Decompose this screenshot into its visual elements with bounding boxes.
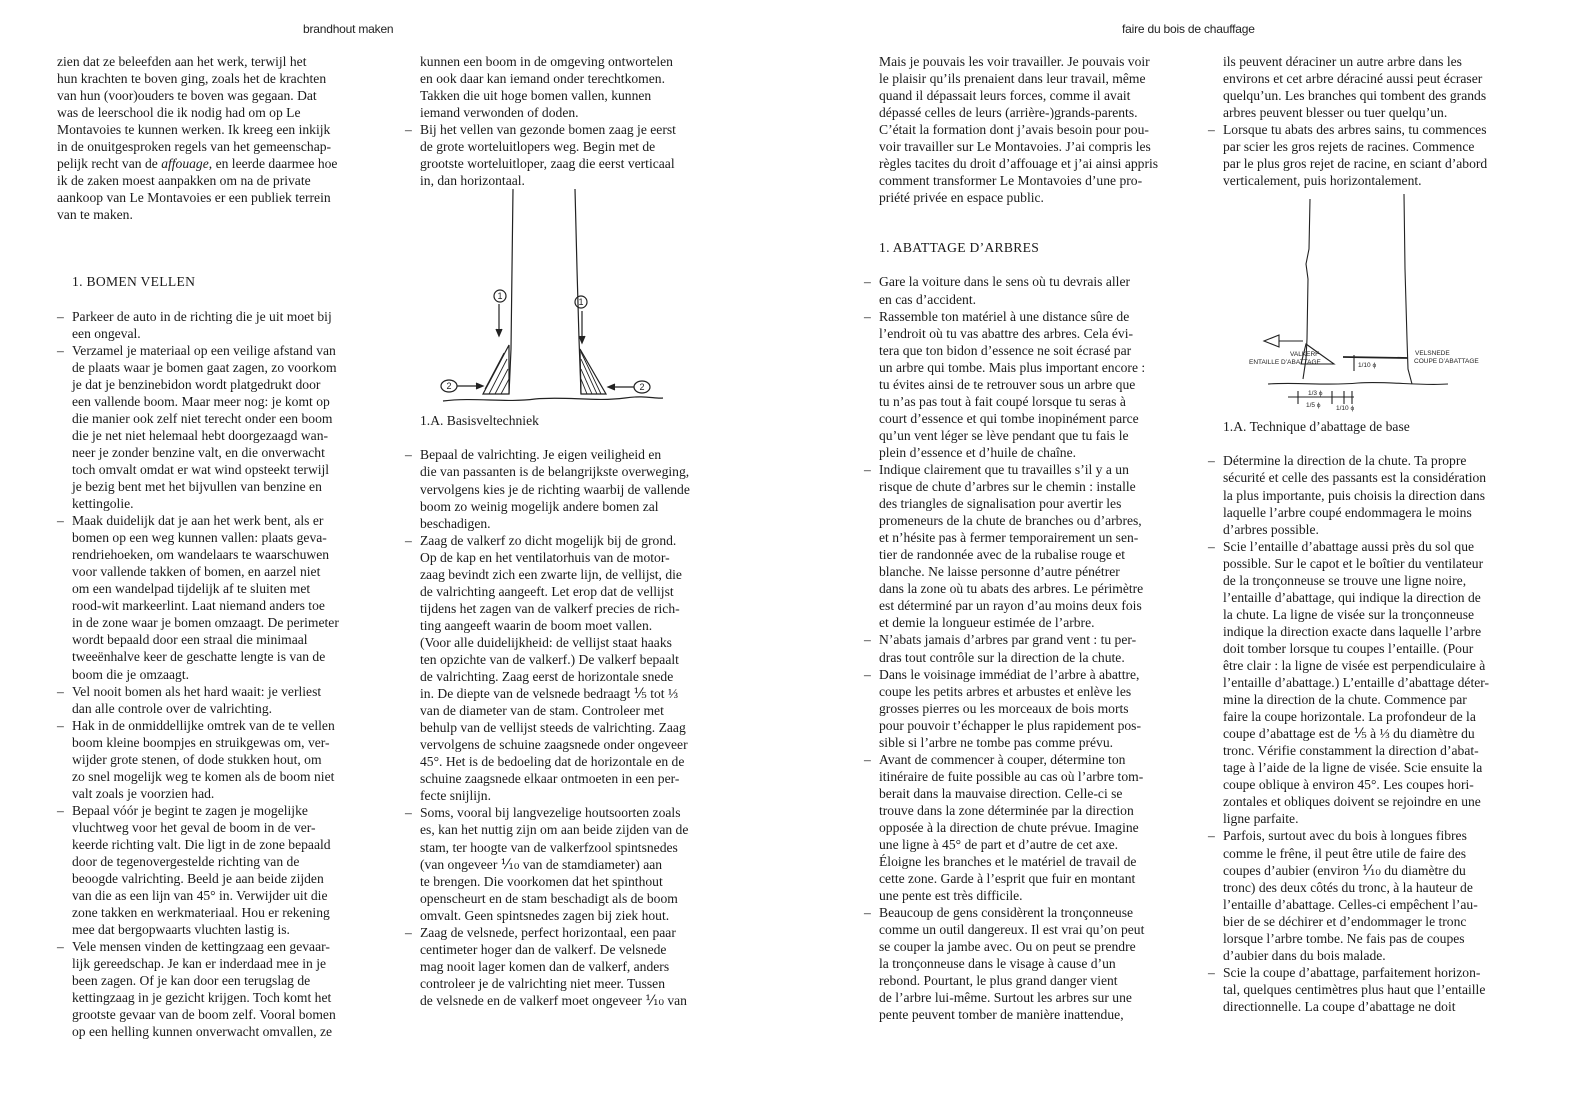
diagram-label: ENTAILLE D’ABATTAGE — [1249, 359, 1321, 367]
text-line: Bepaal de valrichting. Je eigen veiligheid en — [420, 447, 662, 463]
text-line: C’était la formation dont j’avais besoin pour pou- — [879, 122, 1149, 138]
text-line: dras tout contrôle sur la direction de la chute. — [879, 649, 1125, 665]
text-line: par scier les gros rejets de racines. Commence — [1223, 139, 1475, 155]
text-line: mine la direction de la chute. Commence par — [1223, 692, 1467, 708]
text-line: Montavoies te kunnen werken. Ik kreeg een inkijk — [57, 122, 331, 138]
text-line: des triangles de signalisation pour avertir les — [879, 496, 1122, 512]
list-item — [864, 461, 1194, 631]
dimension-label: 1/3 ϕ — [1308, 390, 1323, 398]
text-line: dans la zone où tu abats des arbres. Le périmètre — [879, 581, 1144, 597]
text-line: une pente est très difficile. — [879, 888, 1023, 904]
text-line: iemand verwonden of doden. — [420, 105, 579, 121]
text-line: de valrichting. Zaag eerst de horizontale snede — [420, 669, 674, 685]
text-line: tijdens het zagen van de valkerf precies de rich- — [420, 600, 680, 616]
diagram-label: 2 — [446, 381, 452, 392]
dash: – — [864, 632, 871, 648]
text-line: voor vallende takken of bomen, en aarzel niet — [72, 564, 321, 580]
text-line: Soms, vooral bij langvezelige houtsoorten zoals — [420, 805, 681, 821]
list-item — [57, 802, 377, 938]
text-line: van te maken. — [57, 207, 133, 223]
diagram-label: VELSNEDE — [1415, 350, 1450, 358]
dash: – — [1208, 122, 1215, 138]
text-line: Op de kap en het ventilatorhuis van de motor- — [420, 549, 670, 565]
list-item — [1208, 121, 1538, 189]
intro-paragraph — [57, 53, 377, 223]
text-line: je bezig bent met het bijvullen van benzine en — [72, 478, 322, 494]
dash: – — [57, 308, 64, 324]
text-span: , en leerde daarmee hoe — [208, 156, 338, 172]
text-line: pente peuvent tomber de manière inattendue, — [879, 1007, 1124, 1023]
right-column-2 — [1208, 53, 1538, 1015]
text-line: directionnelle. La coupe d’abattage ne doit — [1223, 998, 1456, 1014]
text-line: Vele mensen vinden de kettingzaag een gevaar- — [72, 939, 330, 955]
text-line: d’arbres possible. — [1223, 521, 1319, 537]
dash: – — [864, 666, 871, 682]
text-line: règles tacites du droit d’affouage et j’ai ainsi appris — [879, 156, 1159, 172]
dimension-label: 1/10 ϕ — [1336, 405, 1355, 413]
text-line: behulp van de vellijst steeds de valrichting. Zaag — [420, 720, 686, 736]
text-line: ils peuvent déraciner un autre arbre dans les — [1223, 54, 1462, 69]
felling-diagram — [405, 189, 725, 414]
text-line: rebond. Pourtant, le plus grand danger vient — [879, 973, 1118, 989]
dash: – — [57, 802, 64, 818]
text-line: beoogde valrichting. Beeld je aan beide zijden — [72, 871, 324, 887]
text-line: in, dan horizontaal. — [420, 173, 525, 189]
dash: – — [57, 342, 64, 358]
text-line: tronc. Vérifie constamment la direction d’abat- — [1223, 743, 1479, 759]
list-item — [1208, 964, 1538, 1015]
text-line: itinéraire de fuite possible au cas où l’arbre tom- — [879, 768, 1144, 784]
dash: – — [864, 905, 871, 921]
running-head-right: faire du bois de chauffage — [1122, 22, 1255, 36]
trunk-left-edge — [509, 189, 513, 394]
item-text — [1223, 121, 1538, 189]
text-line: zontales et obliques doivent se rejoindre en une — [1223, 794, 1481, 810]
dash: – — [1208, 828, 1215, 844]
text-line: environs et cet arbre déraciné aussi peut écraser — [1223, 71, 1483, 87]
felling-cut — [1343, 357, 1408, 358]
text-line: trouve dans la zone déterminée par la direction — [879, 802, 1134, 818]
text-line: Parkeer de auto in de richting die je uit moet bij — [72, 308, 332, 324]
text-line: openscheurt en de stam beschadigt als de boom — [420, 890, 678, 906]
text-line: tera que ton bidon d’essence ne soit écrasé par — [879, 342, 1132, 358]
diagram-label: 1 — [578, 297, 584, 308]
text-line: in de onuitgesproken regels van het gemeenschap- — [57, 139, 332, 155]
text-line: plein d’essence et d’huile de chaîne. — [879, 444, 1077, 460]
list-item — [405, 924, 725, 1009]
text-line: centimeter hoger dan de valkerf. De velsnede — [420, 941, 667, 957]
dimension-label: 1/5 ϕ — [1306, 402, 1321, 410]
bullet-list — [57, 308, 377, 1041]
dash: – — [57, 683, 64, 699]
text-line: Scie la coupe d’abattage, parfaitement horizon- — [1223, 964, 1481, 980]
intro-paragraph — [864, 53, 1194, 206]
bullet-list — [405, 446, 725, 1009]
text-line: Bij het vellen van gezonde bomen zaag je eerst — [420, 122, 676, 138]
text-line: doit tomber lorsque tu coupes l’entaille. (Pour — [1223, 640, 1474, 656]
text-line: Indique clairement que tu travailles s’il y a un — [879, 461, 1129, 477]
text-line: qu’un vent léger se lève pendant que tu fais le — [879, 427, 1129, 443]
text-line: tweeënhalve keer de geschatte lengte is van de — [72, 649, 326, 665]
text-line: neer je zonder benzine valt, en die onverwacht — [72, 444, 325, 460]
text-line: priété privée en espace public. — [879, 190, 1044, 206]
text-line: in de zone waar je bomen omzaagt. De perimeter — [72, 615, 339, 631]
text-line: controleer je de valrichting niet meer. Tussen — [420, 975, 666, 991]
diagram-label: 1 — [497, 291, 503, 302]
list-item — [864, 308, 1194, 461]
text-line: verticalement, puis horizontalement. — [1223, 173, 1422, 189]
text-line: in. De diepte van de velsnede bedraagt ⅕ tot ⅓ — [420, 686, 679, 702]
text-line: l’entaille d’abattage. Celles-ci empêchent l’au- — [1223, 896, 1478, 912]
text-line: l’entaille d’abattage, qui indique la direction de — [1223, 589, 1481, 605]
text-line — [57, 155, 377, 172]
text-line: coupes d’aubier (environ ⅒ du diamètre du — [1223, 862, 1466, 878]
text-line: Vel nooit bomen als het hard waait: je verliest — [72, 683, 322, 699]
list-item — [57, 683, 377, 717]
text-line: et demie la longueur estimée de l’arbre. — [879, 615, 1095, 631]
text-line: la plus importante, puis choisis la direction dans — [1223, 487, 1486, 503]
text-line: je dat je benzinebidon wordt platgedrukt door — [72, 376, 321, 392]
text-line: faire la coupe horizontale. La profondeur de la — [1223, 709, 1476, 725]
text-line: boom zo weinig mogelijk andere bomen zal — [420, 498, 659, 514]
text-line: quelqu’un. Les branches qui tombent des grands — [1223, 88, 1487, 104]
text-line: pour pouvoir t’échapper le plus rapidement pos- — [879, 717, 1141, 733]
text-line: zien dat ze beleefden aan het werk, terwijl het — [57, 54, 307, 69]
list-item — [864, 904, 1194, 1023]
text-line: Verzamel je materiaal op een veilige afstand van — [72, 342, 336, 358]
text-line: Bepaal vóór je begint te zagen je mogelijke — [72, 802, 308, 818]
text-line: tu n’as pas tout à fait coupé lorsque tu seras à — [879, 393, 1126, 409]
text-line: arbres peuvent blesser ou tuer quelqu’un. — [1223, 105, 1448, 121]
text-line: une ligne à 45° de part et d’autre de cet axe. — [879, 837, 1119, 853]
dash: – — [57, 939, 64, 955]
text-line: door de tegenovergestelde richting van de — [72, 854, 300, 870]
text-line: van de diameter van de stam. Controleer met — [420, 703, 664, 719]
text-line: es, kan het nuttig zijn om aan beide zijden van de — [420, 822, 689, 838]
text-line: keerde richting valt. Die ligt in de zone bepaald — [72, 836, 331, 852]
left-column-2 — [405, 53, 725, 1009]
text-line: Zaag de velsnede, perfect horizontaal, een paar — [420, 924, 676, 940]
text-line: Parfois, surtout avec du bois à longues fibres — [1223, 828, 1467, 844]
text-line: de l’arbre lui-même. Surtout les arbres sur une — [879, 990, 1132, 1006]
list-item — [1208, 827, 1538, 963]
text-line: die manier ook zelf niet terecht onder een boom — [72, 410, 333, 426]
text-line: en ook daar kan iemand onder terechtkomen. — [420, 71, 665, 87]
list-item — [57, 342, 377, 512]
diagram-label: 2 — [639, 382, 645, 393]
text-line: te brengen. Die voorkomen dat het spinthout — [420, 873, 663, 889]
text-line: kunnen een boom in de omgeving ontwortelen — [420, 54, 673, 69]
text-line: lorsque l’arbre tombe. Ne fais pas de coupes — [1223, 930, 1465, 946]
text-line: aankoop van Le Montavoies er een publiek terrein — [57, 190, 331, 206]
hatching-left — [485, 353, 509, 394]
text-line: risque de chute d’arbres sur le chemin : installe — [879, 479, 1136, 495]
list-item — [864, 751, 1194, 904]
text-line: par le plus gros rejet de racine, en sciant d’abord — [1223, 156, 1488, 172]
text-line: ligne parfaite. — [1223, 811, 1299, 827]
text-line: vervolgens kies je de richting waarbij de vallende — [420, 481, 690, 497]
text-line: zone takken en werkmateriaal. Hou er rekening — [72, 905, 330, 921]
text-line: promeneurs de la chute de branches ou d’arbres, — [879, 513, 1142, 529]
subsection-heading: 1.A. Basisveltechniek — [420, 413, 539, 429]
text-line: un arbre qui tombe. Mais plus important encore : — [879, 359, 1146, 375]
text-line: bier de se déchirer et d’endommager le tronc — [1223, 913, 1467, 929]
text-line: omvalt. Geen spintsnedes zagen bij ziek hout. — [420, 907, 670, 923]
text-line: op een helling kunnen onverwacht omvallen, ze — [72, 1024, 333, 1040]
text-line: wordt bepaald door een straal die minimaal — [72, 632, 308, 648]
text-line: la chute. La ligne de visée sur la tronçonneuse — [1223, 606, 1475, 622]
text-line: comme un outil dangereux. Il est vrai qu’on peut — [879, 922, 1145, 938]
list-item — [864, 273, 1194, 307]
diagram-label: COUPE D’ABATTAGE — [1414, 358, 1479, 366]
text-line: Takken die uit hoge bomen vallen, kunnen — [420, 88, 652, 104]
text-line: grootste gevaar van de boom zelf. Vooral bomen — [72, 1007, 336, 1023]
list-item — [57, 308, 377, 342]
list-item — [405, 121, 725, 189]
list-item — [57, 717, 377, 802]
text-line: coupe les petits arbres et arbustes et enlève les — [879, 683, 1132, 699]
dash: – — [405, 924, 412, 940]
text-line: être clair : la ligne de visée est perpendiculaire à — [1223, 657, 1486, 673]
text-line: de plaats waar je bomen gaat zagen, zo voorkom — [72, 359, 337, 375]
italic-term: affouage — [161, 156, 209, 172]
text-line: fecte snijlijn. — [420, 788, 491, 804]
text-line: zo snel mogelijk weg te komen als de boom niet — [72, 768, 335, 784]
text-line: d’aubier dans du bois malade. — [1223, 947, 1386, 963]
text-line: indique la direction exacte dans laquelle l’arbre — [1223, 623, 1482, 639]
text-line: Mais je pouvais les voir travailler. Je pouvais voir — [879, 54, 1150, 69]
text-line: valt zoals je voorzien had. — [72, 785, 215, 801]
text-line: (Voor alle duidelijkheid: de vellijst staat haaks — [420, 634, 672, 650]
list-item — [405, 804, 725, 923]
diagram-label: VALKERF — [1290, 351, 1320, 359]
felling-dimension-diagram — [1208, 189, 1538, 424]
text-line: cette zone. Garde à l’esprit que fuir en montant — [879, 871, 1136, 887]
text-line: tier de randonnée avec de la rubalise rouge et — [879, 547, 1126, 563]
text-line: coupe oblique à environ 45°. Les coupes hori- — [1223, 777, 1474, 793]
text-line: grootste worteluitloper, zaag die eerst verticaal — [420, 156, 675, 172]
list-item — [57, 938, 377, 1040]
text-line: lijk gereedschap. Je kan er inderdaad mee in je — [72, 956, 327, 972]
text-line: le plaisir qu’ils prenaient dans leur travail, même — [879, 71, 1146, 87]
text-line: Beaucoup de gens considèrent la tronçonneuse — [879, 905, 1134, 921]
text-line: de valrichting aangeeft. Let erop dat de vellijst — [420, 583, 674, 599]
text-line: om een wandelpad tijdelijk af te sluiten met — [72, 581, 311, 597]
text-line: comment transformer Le Montavoies d’une pro- — [879, 173, 1143, 189]
text-line: ting aangeeft waarin de boom moet vallen. — [420, 617, 653, 633]
text-line: est déterminé par un rayon d’au moins deux fois — [879, 598, 1142, 614]
item-text — [420, 121, 725, 189]
text-line: 45°. Het is de bedoeling dat de horizontale en de — [420, 754, 685, 770]
text-line: wijder grote stenen, of dode stukken hout, om — [72, 751, 322, 767]
text-line: toch omvalt omdat er wat wind opsteekt terwijl — [72, 461, 330, 477]
text-line: rendriehoeken, om wandelaars te waarschuwen — [72, 547, 330, 563]
text-line: tal, quelques centimètres plus haut que l’entaille — [1223, 981, 1486, 997]
list-item — [864, 631, 1194, 665]
dash: – — [405, 532, 412, 548]
text-line: de grote worteluitlopers weg. Begin met de — [420, 139, 656, 155]
text-line: de velsnede en de valkerf moet ongeveer ⅒ van — [420, 992, 687, 1008]
text-line: se couper la jambe avec. Ou on peut se prendre — [879, 939, 1136, 955]
continued-paragraph — [405, 53, 725, 121]
text-line: dan alle controle over de valrichting. — [72, 700, 273, 716]
list-item — [405, 532, 725, 805]
text-line: blanche. Ne laisse personne d’autre pénétrer — [879, 564, 1120, 580]
left-column-1 — [57, 53, 377, 1041]
list-item — [1208, 452, 1538, 537]
text-line: mee dat bergopwaarts vluchten lastig is. — [72, 922, 290, 938]
text-line: Détermine la direction de la chute. Ta propre — [1223, 453, 1467, 469]
text-line: bomen op een weg kunnen vallen: plaats geva- — [72, 530, 327, 546]
text-line: hun krachten te boven ging, zoals het de krachten — [57, 71, 327, 87]
text-line: la tronçonneuse dans le visage à cause d’un — [879, 956, 1116, 972]
text-line: van hun (voor)ouders te boven was gegaan. Dat — [57, 88, 317, 104]
text-line: laquelle l’arbre coupé endommagera le moins — [1223, 504, 1472, 520]
text-line: berait dans la mauvaise direction. Celle-ci se — [879, 785, 1123, 801]
trunk-right-edge — [1404, 194, 1412, 384]
text-line: been zagen. Of je kan door een terugslag de — [72, 973, 311, 989]
text-line: l’endroit où tu vas abattre des arbres. Cela évi- — [879, 325, 1134, 341]
dash: – — [405, 122, 412, 138]
section-heading: 1. ABATTAGE D’ARBRES — [879, 240, 1040, 256]
dash: – — [864, 751, 871, 767]
dash: – — [405, 805, 412, 821]
dash: – — [1208, 453, 1215, 469]
list-item — [57, 512, 377, 682]
text-line: Zaag de valkerf zo dicht mogelijk bij de grond. — [420, 532, 677, 548]
text-line: Lorsque tu abats des arbres sains, tu commences — [1223, 122, 1487, 138]
text-span: pelijk recht van de — [57, 156, 162, 172]
text-line: boom die je omzaagt. — [72, 666, 190, 682]
text-line: Avant de commencer à couper, détermine ton — [879, 751, 1126, 767]
dash: – — [405, 447, 412, 463]
text-line: ten opzichte van de valkerf.) De valkerf bepaalt — [420, 651, 679, 667]
text-line: tronc) des deux côtés du tronc, à la hauteur de — [1223, 879, 1473, 895]
text-line: dépassé celles de leurs (arrière-)grands-parents. — [879, 105, 1138, 121]
text-line: Gare la voiture dans le sens où tu devrais aller — [879, 274, 1131, 290]
text-line: court d’essence et qui tombe inopinément parce — [879, 410, 1139, 426]
text-line: van die as een lijn van 45° in. Verwijder uit die — [72, 888, 328, 904]
text-line: tu évites ainsi de te retrouver sous un arbre que — [879, 376, 1136, 392]
hatching-right — [581, 352, 601, 394]
text-line: possible. Sur le capot et le boîtier du ventilateur — [1223, 555, 1484, 571]
text-line: grosses pierres ou les morceaux de bois morts — [879, 700, 1129, 716]
text-line: zaag bevindt zich een zwarte lijn, de vellijst, die — [420, 566, 682, 582]
text-line: Scie l’entaille d’abattage aussi près du sol que — [1223, 538, 1475, 554]
dash: – — [1208, 964, 1215, 980]
text-line: Rassemble ton matériel à une distance sûre de — [879, 308, 1130, 324]
text-line: Dans le voisinage immédiat de l’arbre à abattre, — [879, 666, 1140, 682]
ground-line — [443, 397, 663, 401]
text-line: quand il dépassait leurs forces, comme il avait — [879, 88, 1131, 104]
text-line: een ongeval. — [72, 325, 141, 341]
text-line: kettingzaag in je gezicht krijgen. Toch komt het — [72, 990, 332, 1006]
list-item — [405, 446, 725, 531]
text-line: die je net niet helemaal hebt doorgezaagd wan- — [72, 427, 329, 443]
text-line: was de leerschool die ik nodig had om op Le — [57, 105, 301, 121]
text-line: een vallende boom. Maar meer nog: je komt op — [72, 393, 330, 409]
text-line: stam, ter hoogte van de valkerfzool spintsnedes — [420, 839, 678, 855]
text-line: boom kleine boompjes en struikgewas om, ver- — [72, 734, 330, 750]
text-line: vluchtweg voor het geval de boom in de ver- — [72, 819, 316, 835]
list-item — [1208, 538, 1538, 828]
bullet-list — [1208, 452, 1538, 1015]
subsection-heading: 1.A. Technique d’abattage de base — [1223, 419, 1410, 435]
dash: – — [864, 274, 871, 290]
running-head-left: brandhout maken — [303, 22, 394, 36]
bullet-list — [864, 273, 1194, 1023]
text-line: mag nooit lager komen dan de valkerf, anders — [420, 958, 670, 974]
text-line: N’abats jamais d’arbres par grand vent : tu per- — [879, 632, 1137, 648]
text-line: Éloigne les branches et le matériel de travail de — [879, 854, 1137, 870]
text-line: coupe d’abattage est de ⅕ à ⅓ du diamètre du — [1223, 726, 1475, 742]
text-line: sécurité et celle des passants est la considération — [1223, 470, 1487, 486]
dash: – — [864, 308, 871, 324]
dash: – — [57, 513, 64, 529]
dash: – — [57, 717, 64, 733]
text-line: Hak in de onmiddellijke omtrek van de te vellen — [72, 717, 335, 733]
text-line: beschadigen. — [420, 515, 491, 531]
dimension-label: 1/10 ϕ — [1358, 362, 1377, 370]
text-line: die van passanten is de belangrijkste overweging, — [420, 464, 690, 480]
text-line: tage à l’aide de la ligne de visée. Scie ensuite la — [1223, 760, 1483, 776]
text-line: l’entaille d’abattage.) L’entaille d’abattage déter- — [1223, 675, 1490, 691]
text-line: rood-wit markeerlint. Laat niemand anders toe — [72, 598, 325, 614]
direction-arrow — [1264, 335, 1303, 347]
right-column-1 — [864, 53, 1194, 1024]
text-line: opposée à la direction de chute prévue. Imagine — [879, 819, 1139, 835]
continued-paragraph — [1208, 53, 1538, 121]
text-line: sible si l’arbre ne tombe pas comme prévu. — [879, 734, 1114, 750]
text-line: en cas d’accident. — [879, 291, 976, 307]
text-line: de la tronçonneuse se trouve une ligne noire, — [1223, 572, 1467, 588]
text-line: (van ongeveer ⅒ van de stamdiameter) aan — [420, 856, 663, 872]
text-line: voir travailler sur Le Montavoies. J’ai compris les — [879, 139, 1151, 155]
section-heading: 1. BOMEN VELLEN — [72, 274, 196, 290]
list-item — [864, 666, 1194, 751]
dash: – — [1208, 538, 1215, 554]
text-line: Maak duidelijk dat je aan het werk bent, als er — [72, 513, 324, 529]
text-line: vervolgens de schuine zaagsnede onder ongeveer — [420, 737, 688, 753]
text-line: et n’hésite pas à fermer temporairement un sen- — [879, 530, 1139, 546]
text-line: ik de zaken moest aanpakken om na de private — [57, 173, 311, 189]
dash: – — [864, 461, 871, 477]
text-line: kettingolie. — [72, 496, 134, 512]
ground-line — [1268, 383, 1448, 385]
text-line: schuine zaagsnede elkaar ontmoeten in een per- — [420, 771, 680, 787]
text-line: comme le frêne, il peut être utile de faire des — [1223, 845, 1467, 861]
